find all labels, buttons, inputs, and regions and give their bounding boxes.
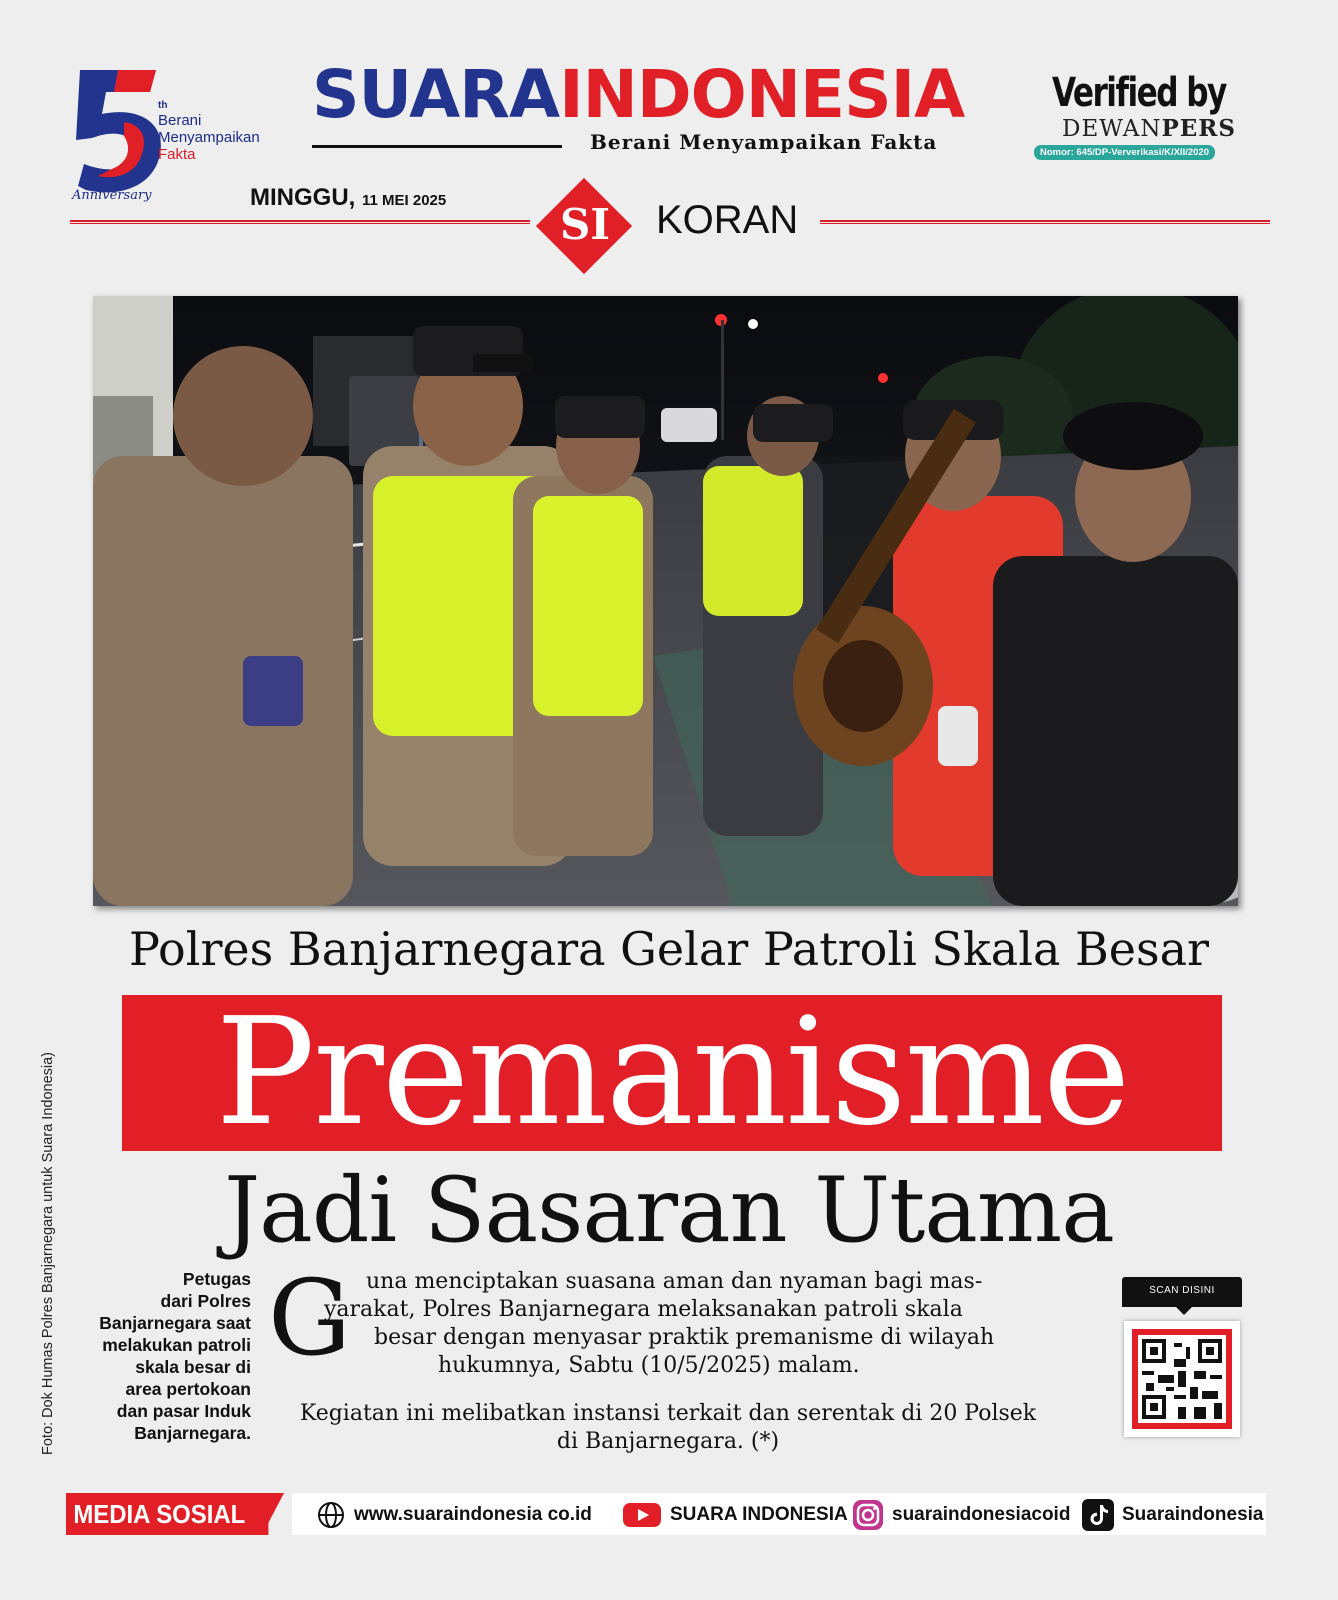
si-logo xyxy=(540,182,630,272)
qr-pattern-icon xyxy=(1138,1335,1226,1423)
article-dropcap: G xyxy=(268,1257,352,1379)
header-rule-left xyxy=(70,220,530,224)
anniversary-suffix: th xyxy=(158,100,168,111)
youtube-link[interactable]: SUARA INDONESIA xyxy=(670,1504,848,1525)
main-photo xyxy=(93,296,1238,906)
headline-main-box xyxy=(122,986,1222,1158)
footer-label-slant xyxy=(262,1493,284,1535)
instagram-link[interactable]: suaraindonesiacoid xyxy=(892,1504,1071,1525)
footer-youtube[interactable] xyxy=(622,1500,848,1530)
tagline-divider xyxy=(312,145,562,148)
photo-credit: Foto: Dok Humas Polres Banjarnegara untuk Suara Indonesia) xyxy=(40,1052,56,1455)
instagram-icon xyxy=(852,1499,884,1531)
tiktok-icon xyxy=(1082,1499,1114,1531)
dewan-pers: DEWANPERS xyxy=(1062,115,1237,142)
brand-blue: SUARA xyxy=(312,56,560,133)
police-patrol-photo xyxy=(93,296,1238,906)
anniversary-script: Anniversary xyxy=(72,188,152,203)
headline-main: Premanisme xyxy=(215,986,1129,1158)
article-paragraph-2: Kegiatan ini melibatkan instansi terkait dan serentak di 20 Polsek di Banjarnegara. (*) xyxy=(299,1401,1037,1454)
masthead xyxy=(312,56,1022,136)
verified-title: Verified by xyxy=(1052,70,1226,116)
header-rule-right xyxy=(820,220,1270,224)
brand-red: INDONESIA xyxy=(559,56,965,133)
dateline-date: 11 MEI 2025 xyxy=(362,192,447,209)
qr-label: SCAN DISINI xyxy=(1122,1277,1242,1307)
footer-tiktok[interactable] xyxy=(1082,1500,1264,1530)
website-link[interactable]: www.suaraindonesia co.id xyxy=(354,1504,592,1525)
si-logo-text: SI xyxy=(560,200,610,249)
brand-name xyxy=(312,56,1022,134)
article-paragraph-1: una menciptakan suasana aman dan nyaman bagi mas- yarakat, Polres Banjarnegara melaksanakan patroli skala besar dengan menyasar praktik premanisme di wilayah hukumnya, Sabtu (10/5/2025) malam. xyxy=(324,1269,995,1378)
anniversary-tagline: Berani Menyampaikan Fakta xyxy=(158,112,260,163)
edition-label: KORAN xyxy=(656,198,799,242)
masthead-tagline: Berani Menyampaikan Fakta xyxy=(590,130,938,154)
verification-number: Nomor: 645/DP-Ververikasi/K/XII/2020 xyxy=(1034,145,1215,160)
tiktok-link[interactable]: Suaraindonesia xyxy=(1122,1504,1264,1525)
dateline-day: MINGGU, xyxy=(250,184,356,211)
verified-badge xyxy=(1040,70,1272,160)
headline-kicker: Polres Banjarnegara Gelar Patroli Skala Besar xyxy=(128,922,1210,976)
tagline-row xyxy=(312,128,1022,158)
qr-code-icon xyxy=(1132,1329,1232,1429)
qr-code[interactable] xyxy=(1124,1321,1240,1437)
qr-pointer xyxy=(1176,1307,1192,1315)
headline-sub: Jadi Sasaran Utama xyxy=(224,1158,1114,1263)
youtube-icon xyxy=(622,1500,662,1530)
footer-label: MEDIA SOSIAL xyxy=(66,1493,268,1535)
qr-section[interactable] xyxy=(1122,1277,1242,1437)
footer-instagram[interactable] xyxy=(852,1500,1070,1530)
photo-caption: Petugas dari Polres Banjarnegara saat melakukan patroli skala besar di area pertokoan dan pasar Induk Banjarnegara. xyxy=(99,1269,251,1443)
social-footer xyxy=(66,1493,1266,1535)
footer-website[interactable] xyxy=(316,1500,592,1530)
dateline xyxy=(250,184,446,212)
globe-icon xyxy=(316,1500,346,1530)
